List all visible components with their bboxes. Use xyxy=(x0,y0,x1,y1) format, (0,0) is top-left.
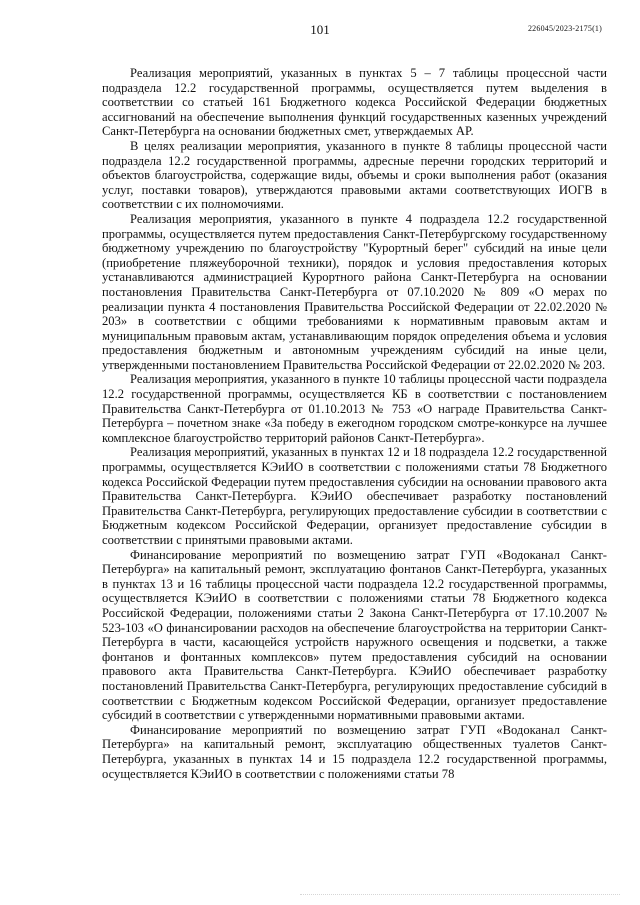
paragraph-4: Реализация мероприятия, указанного в пункте 10 таблицы процессной части подраздела 12.2 государственной программы, осуществляется КБ в соответствии с постановлением Правительства Санкт-Петербурга от 01.10.2013 № 753 «О награде Правительства Санкт-Петербурга – почетном знаке «За победу в ежегодном городском смотре-конкурсе на лучшее комплексное благоустройство территорий районов Санкт-Петербурга». xyxy=(102,372,607,445)
scan-artifact xyxy=(300,894,620,899)
paragraph-1: Реализация мероприятий, указанных в пунктах 5 – 7 таблицы процессной части подраздела 12.2 государственной программы, осуществляется путем выделения в соответствии со статьей 161 Бюджетного кодекса Российской Федерации бюджетных ассигнований на обеспечение выполнения функций государственных казенных учреждений Санкт-Петербурга на основании бюджетных смет, утверждаемых АР. xyxy=(102,66,607,139)
paragraph-5: Реализация мероприятий, указанных в пунктах 12 и 18 подраздела 12.2 государственной программы, осуществляется КЭиИО в соответствии с положениями статьи 78 Бюджетного кодекса Российской Федерации путем предоставления субсидии на основании правового акта Правительства Санкт-Петербурга. КЭиИО обеспечивает разработку постановлений Правительства Санкт-Петербурга, регулирующих предоставление субсидии в соответствии с Бюджетным кодексом Российской Федерации, организует предоставление субсидии в соответствии с принятыми правовыми актами. xyxy=(102,445,607,547)
paragraph-3: Реализация мероприятия, указанного в пункте 4 подраздела 12.2 государственной программы, осуществляется путем предоставления Санкт-Петербургскому государственному бюджетному учреждению по благоустройству "Курортный берег" субсидий на иные цели (приобретение пляжеуборочной техники), порядок и условия предоставления которых устанавливаются администрацией Курортного района Санкт-Петербурга на основании постановления Правительства Санкт-Петербурга от 07.10.2020 № 809 «О мерах по реализации пункта 4 постановления Правительства Российской Федерации от 22.02.2020 № 203» в соответствии с общими требованиями к нормативным правовым актам и муниципальным правовым актам, устанавливающим порядок определения объема и условия предоставления бюджетным и автономным учреждениям субсидий на иные цели, утвержденными постановлением Правительства Российской Федерации от 22.02.2020 № 203. xyxy=(102,211,607,372)
paragraph-6: Финансирование мероприятий по возмещению затрат ГУП «Водоканал Санкт-Петербурга» на капитальный ремонт, эксплуатацию фонтанов Санкт-Петербурга, указанных в пунктах 13 и 16 таблицы процессной части подраздела 12.2 государственной программы, осуществляется КЭиИО в соответствии с положениями статьи 78 Бюджетного кодекса Российской Федерации, положениями статьи 2 Закона Санкт-Петербурга от 17.10.2007 № 523-103 «О финансировании расходов на обеспечение благоустройства на территории Санкт-Петербурга в части, касающейся устройств наружного освещения и подсветки, а также фонтанов и фонтанных комплексов» путем предоставления субсидий на основании правового акта Правительства Санкт-Петербурга. КЭиИО обеспечивает разработку постановлений Правительства Санкт-Петербурга, регулирующих предоставление субсидий в соответствии с Бюджетным кодексом Российской Федерации, организует предоставление субсидий в соответствии с утвержденными нормативными правовыми актами. xyxy=(102,547,607,723)
paragraph-7: Финансирование мероприятий по возмещению затрат ГУП «Водоканал Санкт-Петербурга» на капитальный ремонт, эксплуатацию общественных туалетов Санкт-Петербурга, указанных в пунктах 14 и 15 подраздела 12.2 государственной программы, осуществляется КЭиИО в соответствии с положениями статьи 78 xyxy=(102,722,607,781)
document-code: 226045/2023-2175(1) xyxy=(527,24,602,33)
paragraph-2: В целях реализации мероприятия, указанного в пункте 8 таблицы процессной части подраздела 12.2 государственной программы, адресные перечни городских территорий и объектов благоустройства, содержащие виды, объемы и сроки выполнения работ (оказания услуг, поставки товаров), утверждаются правовыми актами соответствующих ИОГВ в соответствии с их полномочиями. xyxy=(102,138,607,212)
document-body xyxy=(102,66,607,781)
page-number: 101 xyxy=(310,22,330,37)
